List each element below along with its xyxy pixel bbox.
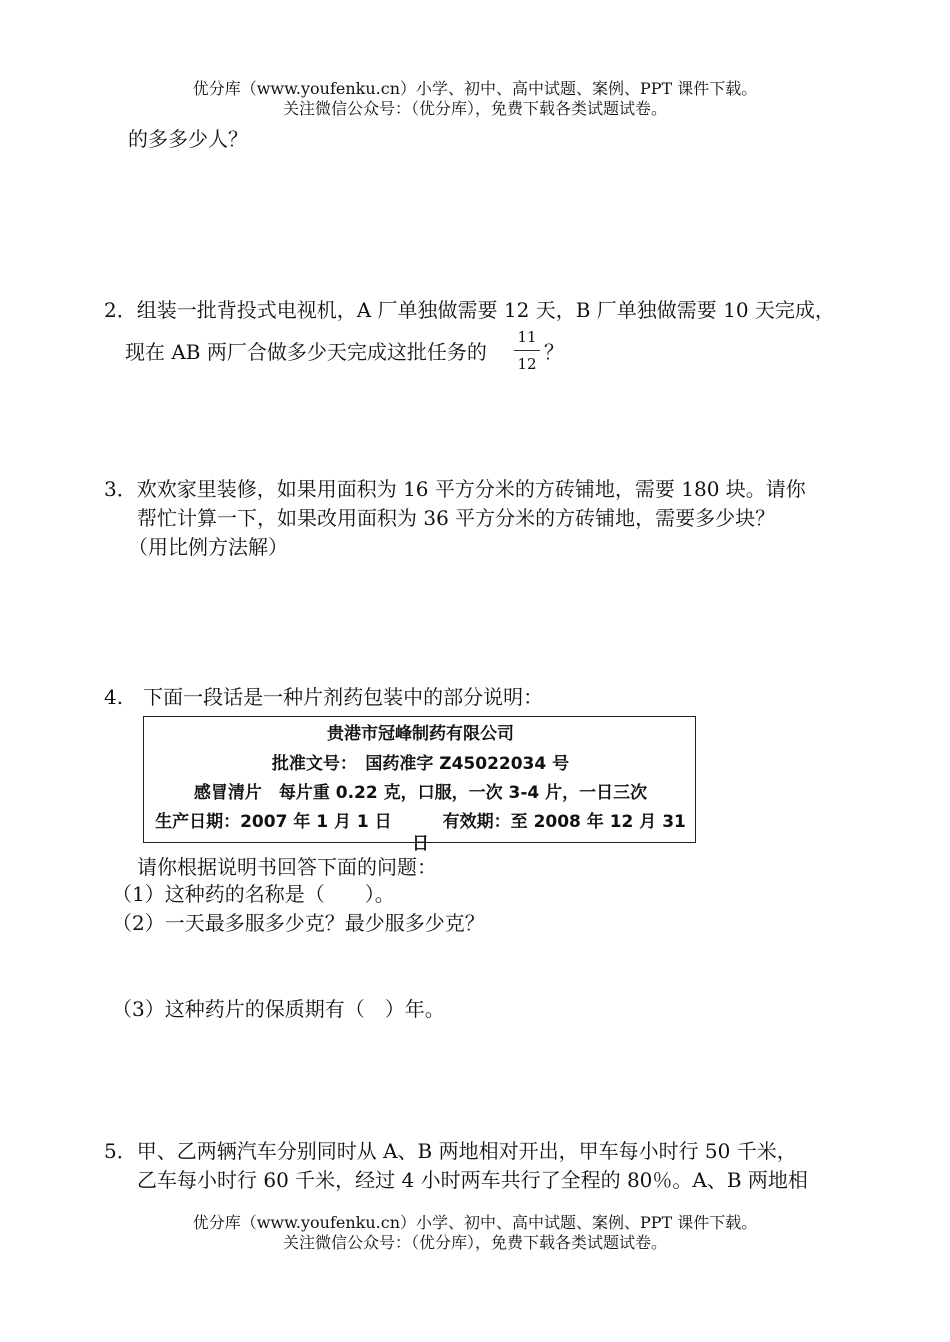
medicine-usage: 感冒清片 每片重 0.22 克，口服，一次 3-4 片，一日三次 (193, 783, 648, 803)
q2-line-2-suffix: ？ (544, 340, 564, 364)
medicine-label-box (143, 716, 696, 854)
medicine-approval-number: 批准文号： 国药准字 Z45022034 号 (271, 754, 570, 774)
q2-line-2-prefix: 现在 AB 两厂合做多少天完成这批任务的 (125, 340, 487, 364)
header-line-1: 优分库（www.youfenku.cn）小学、初中、高中试题、案例、PPT 课件下载。 (192, 79, 758, 98)
footer-line-1: 优分库（www.youfenku.cn）小学、初中、高中试题、案例、PPT 课件下载。 (192, 1213, 758, 1232)
q2-line-1: 2．组装一批背投式电视机，A 厂单独做需要 12 天，B 厂单独做需要 10 天完成， (104, 298, 835, 322)
medicine-company: 贵港市冠峰制药有限公司 (327, 724, 514, 744)
q3-line-2: 帮忙计算一下，如果改用面积为 36 平方分米的方砖铺地，需要多少块？ (137, 506, 776, 530)
continuation-text: 的多多少人？ (128, 127, 248, 151)
q4-sub-2: （2）一天最多服多少克？最少服多少克？ (112, 911, 485, 935)
q2-fraction-bar (514, 350, 540, 351)
header-line-2: 关注微信公众号：（优分库），免费下载各类试题试卷。 (282, 99, 667, 118)
q2-fraction-numerator: 11 (517, 328, 537, 346)
q5-line-2: 乙车每小时行 60 千米，经过 4 小时两车共行了全程的 80％。A、B 两地相 (137, 1168, 808, 1192)
q2-fraction-denominator: 12 (517, 355, 537, 373)
q4-sub-3: （3）这种药片的保质期有（ ）年。 (112, 997, 445, 1021)
q3-line-3: （用比例方法解） (128, 535, 288, 559)
q4-sub-1: （1）这种药的名称是（ ）。 (112, 882, 395, 906)
footer-line-2: 关注微信公众号：（优分库），免费下载各类试题试卷。 (282, 1233, 667, 1252)
q4-intro: 4. 下面一段话是一种片剂药包装中的部分说明： (104, 685, 544, 709)
q3-line-1: 3．欢欢家里装修，如果用面积为 16 平方分米的方砖铺地，需要 180 块。请你 (104, 477, 806, 501)
q4-prompt: 请你根据说明书回答下面的问题： (137, 855, 437, 879)
medicine-dates: 生产日期：2007 年 1 月 1 日 有效期：至 2008 年 12 月 31 日 (155, 812, 686, 854)
q5-line-1: 5．甲、乙两辆汽车分别同时从 A、B 两地相对开出，甲车每小时行 50 千米， (104, 1139, 797, 1163)
